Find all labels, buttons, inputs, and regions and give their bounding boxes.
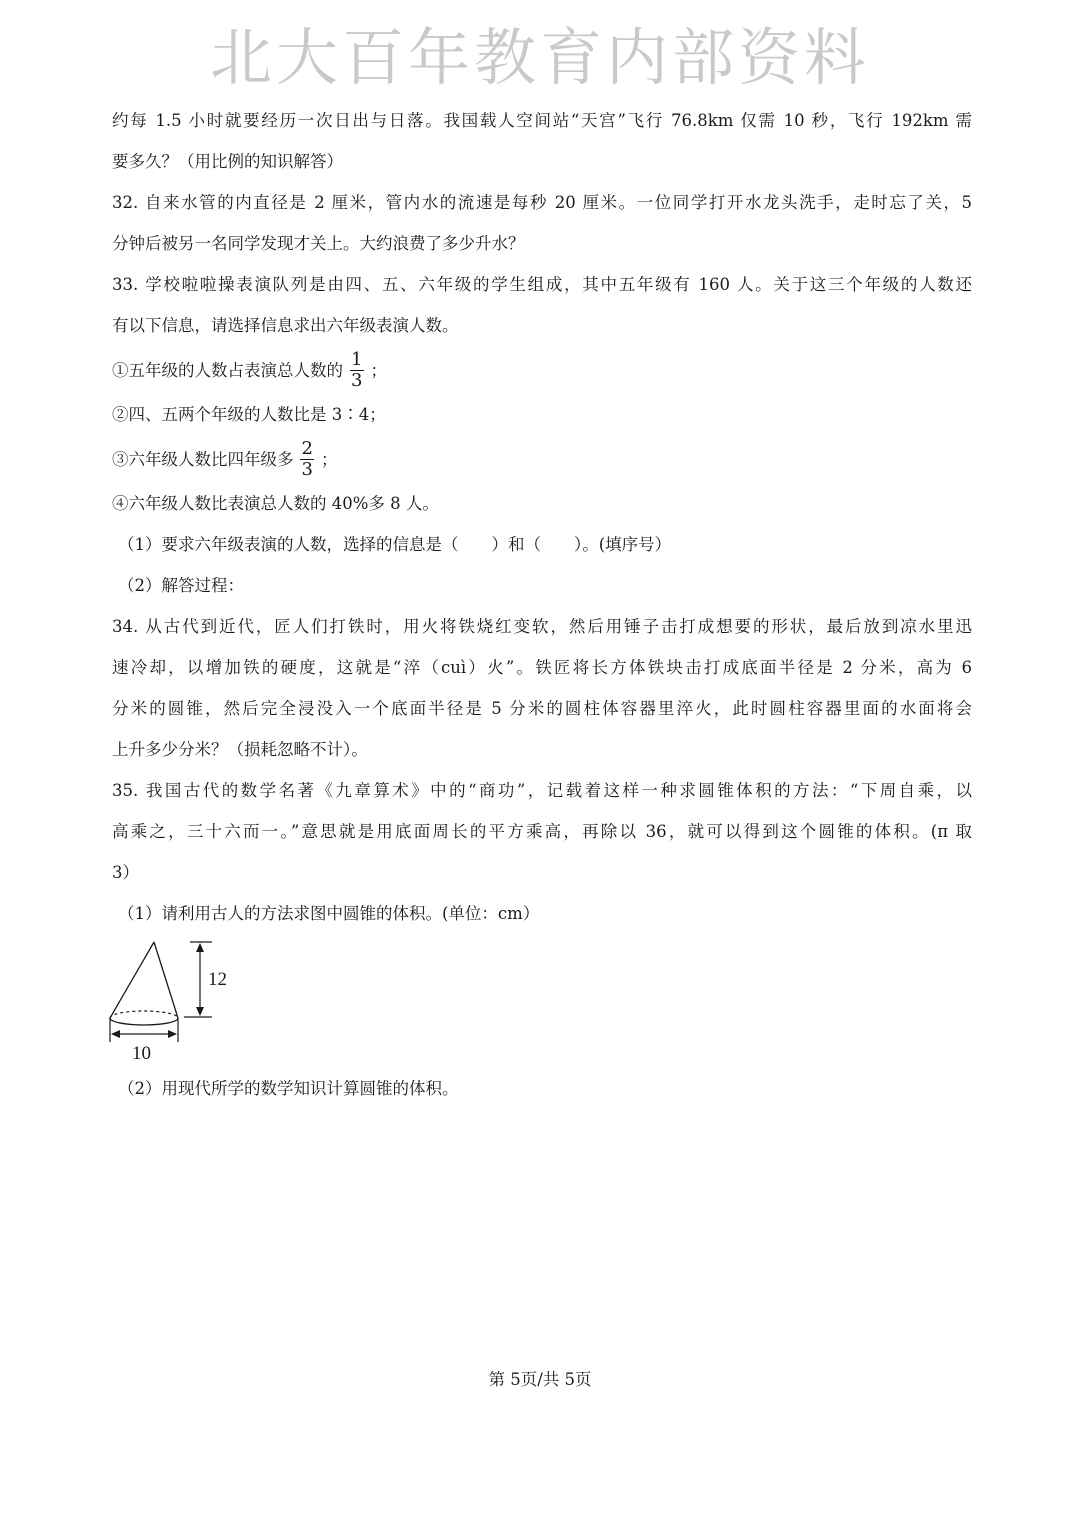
cone-left-edge xyxy=(110,942,154,1018)
base-arrow-right xyxy=(168,1030,177,1038)
cone-base-back xyxy=(110,1011,178,1018)
q31-line1: 约每 1.5 小时就要经历一次日出与日落。我国载人空间站“天宫”飞行 76.8km 仅需 10 秒，飞行 192km 需 xyxy=(112,111,972,130)
q35-sub-question-2: （2）用现代所学的数学知识计算圆锥的体积。 xyxy=(118,1079,459,1098)
base-arrow-left xyxy=(111,1030,120,1038)
q33-sub-question-2: （2）解答过程： xyxy=(118,576,244,595)
q31-line2: 要多久？（用比例的知识解答） xyxy=(112,152,343,171)
q33-line1: 33. 学校啦啦操表演队列是由四、五、六年级的学生组成，其中五年级有 160 人。关于这三个年级的人数还 xyxy=(112,275,972,294)
fraction-numerator: 2 xyxy=(301,437,313,459)
q35-line1: 35. 我国古代的数学名著《九章算术》中的“商功”，记载着这样一种求圆锥体积的方法：“下周自乘，以 xyxy=(112,781,972,800)
base-label: 10 xyxy=(132,1043,151,1064)
q34-line3: 分米的圆锥，然后完全浸没入一个底面半径是 5 分米的圆柱体容器里淬火，此时圆柱容器里面的水面将会 xyxy=(112,699,972,718)
height-arrow-down xyxy=(196,1007,204,1016)
q34-line1: 34. 从古代到近代，匠人们打铁时，用火将铁烧红变软，然后用锤子击打成想要的形状，最后放到凉水里迅 xyxy=(112,617,972,636)
q32-line2: 分钟后被另一名同学发现才关上。大约浪费了多少升水？ xyxy=(112,234,525,253)
q33-info-4: ④六年级人数比表演总人数的 40%多 8 人。 xyxy=(112,494,439,513)
height-label: 12 xyxy=(208,969,227,990)
page-footer: 第 5页/共 5页 xyxy=(488,1370,592,1389)
fraction-numerator: 1 xyxy=(351,348,363,370)
fraction-denominator: 3 xyxy=(301,458,313,480)
q33-info-1-text: ①五年级的人数占表演总人数的 xyxy=(112,360,343,380)
q34-line4: 上升多少分米？（损耗忽略不计）。 xyxy=(112,740,368,759)
q33-info-1 xyxy=(112,346,972,394)
fraction-two-thirds xyxy=(300,439,315,480)
q33-info-3-text: ③六年级人数比四年级多 xyxy=(112,449,294,469)
q33-sub-question-1: （1）要求六年级表演的人数，选择的信息是（ ）和（ ）。(填序号） xyxy=(118,535,672,554)
q33-info-3-end: ； xyxy=(320,449,338,469)
fraction-denominator: 3 xyxy=(351,369,363,391)
q33-info-3 xyxy=(112,435,972,483)
q33-info-1-end: ； xyxy=(370,360,387,380)
watermark: 北大百年教育内部资料 xyxy=(209,21,870,94)
cone-right-edge xyxy=(154,942,178,1018)
q32-line1: 32. 自来水管的内直径是 2 厘米，管内水的流速是每秒 20 厘米。一位同学打开水龙头洗手，走时忘了关，5 xyxy=(112,193,972,212)
q35-sub-question-1: （1）请利用古人的方法求图中圆锥的体积。(单位：cm） xyxy=(118,904,540,923)
cone-figure xyxy=(104,938,264,1068)
cone-base-front xyxy=(110,1018,178,1025)
q33-line2: 有以下信息，请选择信息求出六年级表演人数。 xyxy=(112,316,459,335)
q35-line3: 3） xyxy=(112,863,139,882)
q34-line2: 速冷却，以增加铁的硬度，这就是“淬（cuì）火”。铁匠将长方体铁块击打成底面半径是 2 分米，高为 6 xyxy=(112,658,972,677)
q33-info-2: ②四、五两个年级的人数比是 3∶4； xyxy=(112,405,386,424)
page-content xyxy=(112,100,972,1109)
height-arrow-up xyxy=(196,943,204,952)
q35-line2: 高乘之，三十六而一。”意思就是用底面周长的平方乘高，再除以 36，就可以得到这个圆锥的体积。(π 取 xyxy=(112,822,972,841)
fraction-one-third xyxy=(349,350,364,391)
